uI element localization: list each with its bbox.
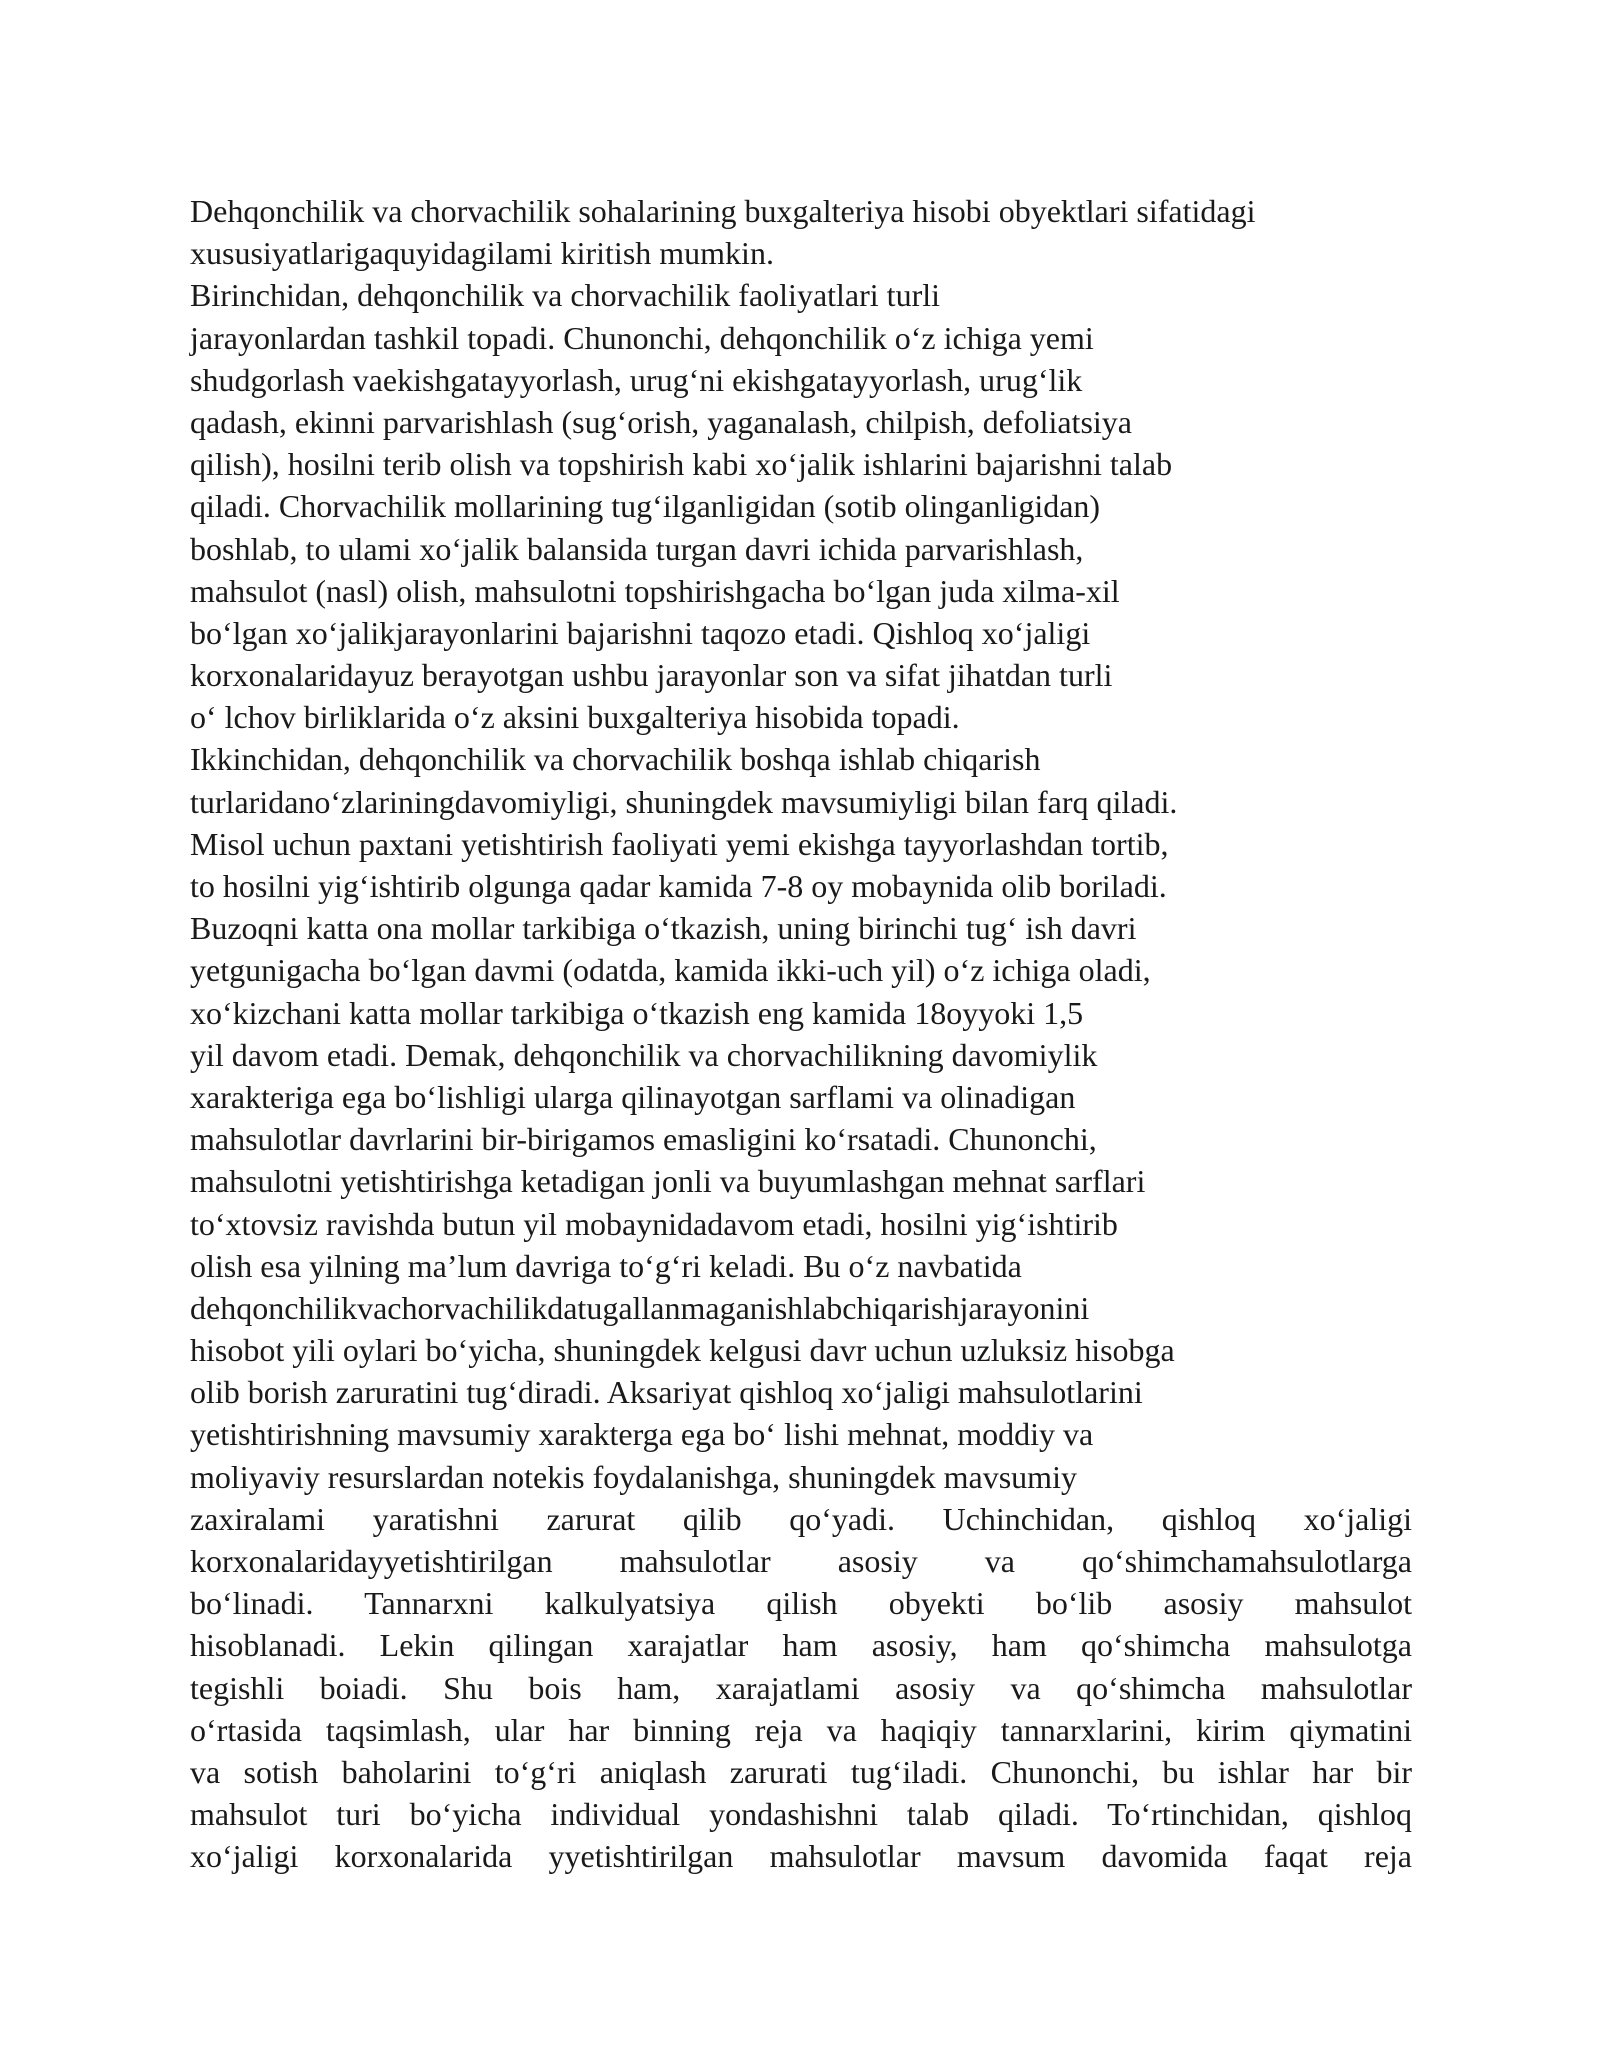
text-line: mahsulotni yetishtirishga ketadigan jonli va buyumlashgan mehnat sarflari xyxy=(190,1163,1146,1200)
text-line: tegishli boiadi. Shu bois ham, xarajatlami asosiy va qo‘shimcha mahsulotlar xyxy=(190,1669,1412,1706)
text-line: qadash, ekinni parvarishlash (sug‘orish, yaganalash, chilpish, defoliatsiya xyxy=(190,403,1132,440)
body-text xyxy=(190,190,1412,1878)
text-line: turlaridano‘zlariningdavomiyligi, shuningdek mavsumiyligi bilan farq qiladi. xyxy=(190,783,1178,820)
text-line: Buzoqni katta ona mollar tarkibiga o‘tkazish, uning birinchi tug‘ ish davri xyxy=(190,910,1137,947)
text-line: hisoblanadi. Lekin qilingan xarajatlar ham asosiy, ham qo‘shimcha mahsulotga xyxy=(190,1627,1412,1664)
text-line: qiladi. Chorvachilik mollarining tug‘ilganligidan (sotib olinganligidan) xyxy=(190,488,1101,525)
text-line: bo‘lgan xo‘jalikjarayonlarini bajarishni taqozo etadi. Qishloq xo‘jaligi xyxy=(190,614,1091,651)
text-line: o‘rtasida taqsimlash, ular har binning reja va haqiqiy tannarxlarini, kirim qiymatini xyxy=(190,1711,1412,1748)
text-line: mahsulot (nasl) olish, mahsulotni topshirishgacha bo‘lgan juda xilma-xil xyxy=(190,572,1120,609)
text-line: qilish), hosilni terib olish va topshirish kabi xo‘jalik ishlarini bajarishni talab xyxy=(190,446,1173,483)
text-line: shudgorlash vaekishgatayyorlash, urug‘ni ekishgatayyorlash, urug‘lik xyxy=(190,361,1083,398)
text-line: dehqonchilikvachorvachilikdatugallanmaganishlabchiqarishjarayonini xyxy=(190,1289,1090,1326)
text-line: boshlab, to ulami xo‘jalik balansida turgan davri ichida parvarishlash, xyxy=(190,530,1084,567)
text-line: hisobot yili oylari bo‘yicha, shuningdek kelgusi davr uchun uzluksiz hisobga xyxy=(190,1332,1175,1369)
text-line: xo‘jaligi korxonalarida yyetishtirilgan mahsulotlar mavsum davomida faqat reja xyxy=(190,1838,1412,1875)
text-line: jarayonlardan tashkil topadi. Chunonchi, dehqonchilik o‘z ichiga yemi xyxy=(190,319,1094,356)
text-line: to hosilni yig‘ishtirib olgunga qadar kamida 7-8 oy mobaynida olib boriladi. xyxy=(190,868,1167,904)
text-line: o‘ lchov birliklarida o‘z aksini buxgalteriya hisobida topadi. xyxy=(190,699,960,736)
text-line: Birinchidan, dehqonchilik va chorvachilik faoliyatlari turli xyxy=(190,277,940,314)
text-line: Ikkinchidan, dehqonchilik va chorvachilik boshqa ishlab chiqarish xyxy=(190,741,1041,778)
text-line: va sotish baholarini to‘g‘ri aniqlash zarurati tug‘iladi. Chunonchi, bu ishlar har bir xyxy=(190,1753,1412,1790)
text-line: xarakteriga ega bo‘lishligi ularga qilinayotgan sarflami va olinadigan xyxy=(190,1078,1076,1115)
text-line: bo‘linadi. Tannarxni kalkulyatsiya qilish obyekti bo‘lib asosiy mahsulot xyxy=(190,1585,1412,1622)
text-line: olib borish zaruratini tug‘diradi. Aksariyat qishloq xo‘jaligi mahsulotlarini xyxy=(190,1374,1143,1411)
text-line: yetgunigacha bo‘lgan davmi (odatda, kamida ikki-uch yil) o‘z ichiga oladi, xyxy=(190,952,1151,989)
text-line: xo‘kizchani katta mollar tarkibiga o‘tkazish eng kamida 18oyyoki 1,5 xyxy=(190,994,1084,1031)
text-line: yil davom etadi. Demak, dehqonchilik va chorvachilikning davomiylik xyxy=(190,1036,1098,1073)
text-line: to‘xtovsiz ravishda butun yil mobaynidadavom etadi, hosilni yig‘ishtirib xyxy=(190,1205,1118,1242)
text-line: yetishtirishning mavsumiy xarakterga ega bo‘ lishi mehnat, moddiy va xyxy=(190,1416,1094,1453)
text-line: olish esa yilning ma’lum davriga to‘g‘ri keladi. Bu o‘z navbatida xyxy=(190,1247,1022,1284)
text-line: korxonalaridayuz berayotgan ushbu jarayonlar son va sifat jihatdan turli xyxy=(190,657,1113,694)
text-line: korxonalaridayyetishtirilgan mahsulotlar asosiy va qo‘shimchamahsulotlarga xyxy=(190,1543,1412,1579)
text-line: xususiyatlarigaquyidagilami kiritish mumkin. xyxy=(190,235,774,272)
text-line: mahsulotlar davrlarini bir-birigamos emasligini ko‘rsatadi. Chunonchi, xyxy=(190,1121,1097,1158)
text-line: Misol uchun paxtani yetishtirish faoliyati yemi ekishga tayyorlashdan tortib, xyxy=(190,825,1169,862)
text-line: Dehqonchilik va chorvachilik sohalarining buxgalteriya hisobi obyektlari sifatidagi xyxy=(190,193,1256,229)
text-line: moliyaviy resurslardan notekis foydalanishga, shuningdek mavsumiy xyxy=(190,1458,1077,1495)
text-line: zaxiralami yaratishni zarurat qilib qo‘yadi. Uchinchidan, qishloq xo‘jaligi xyxy=(190,1500,1412,1537)
text-line: mahsulot turi bo‘yicha individual yondashishni talab qiladi. To‘rtinchidan, qishloq xyxy=(190,1796,1412,1833)
